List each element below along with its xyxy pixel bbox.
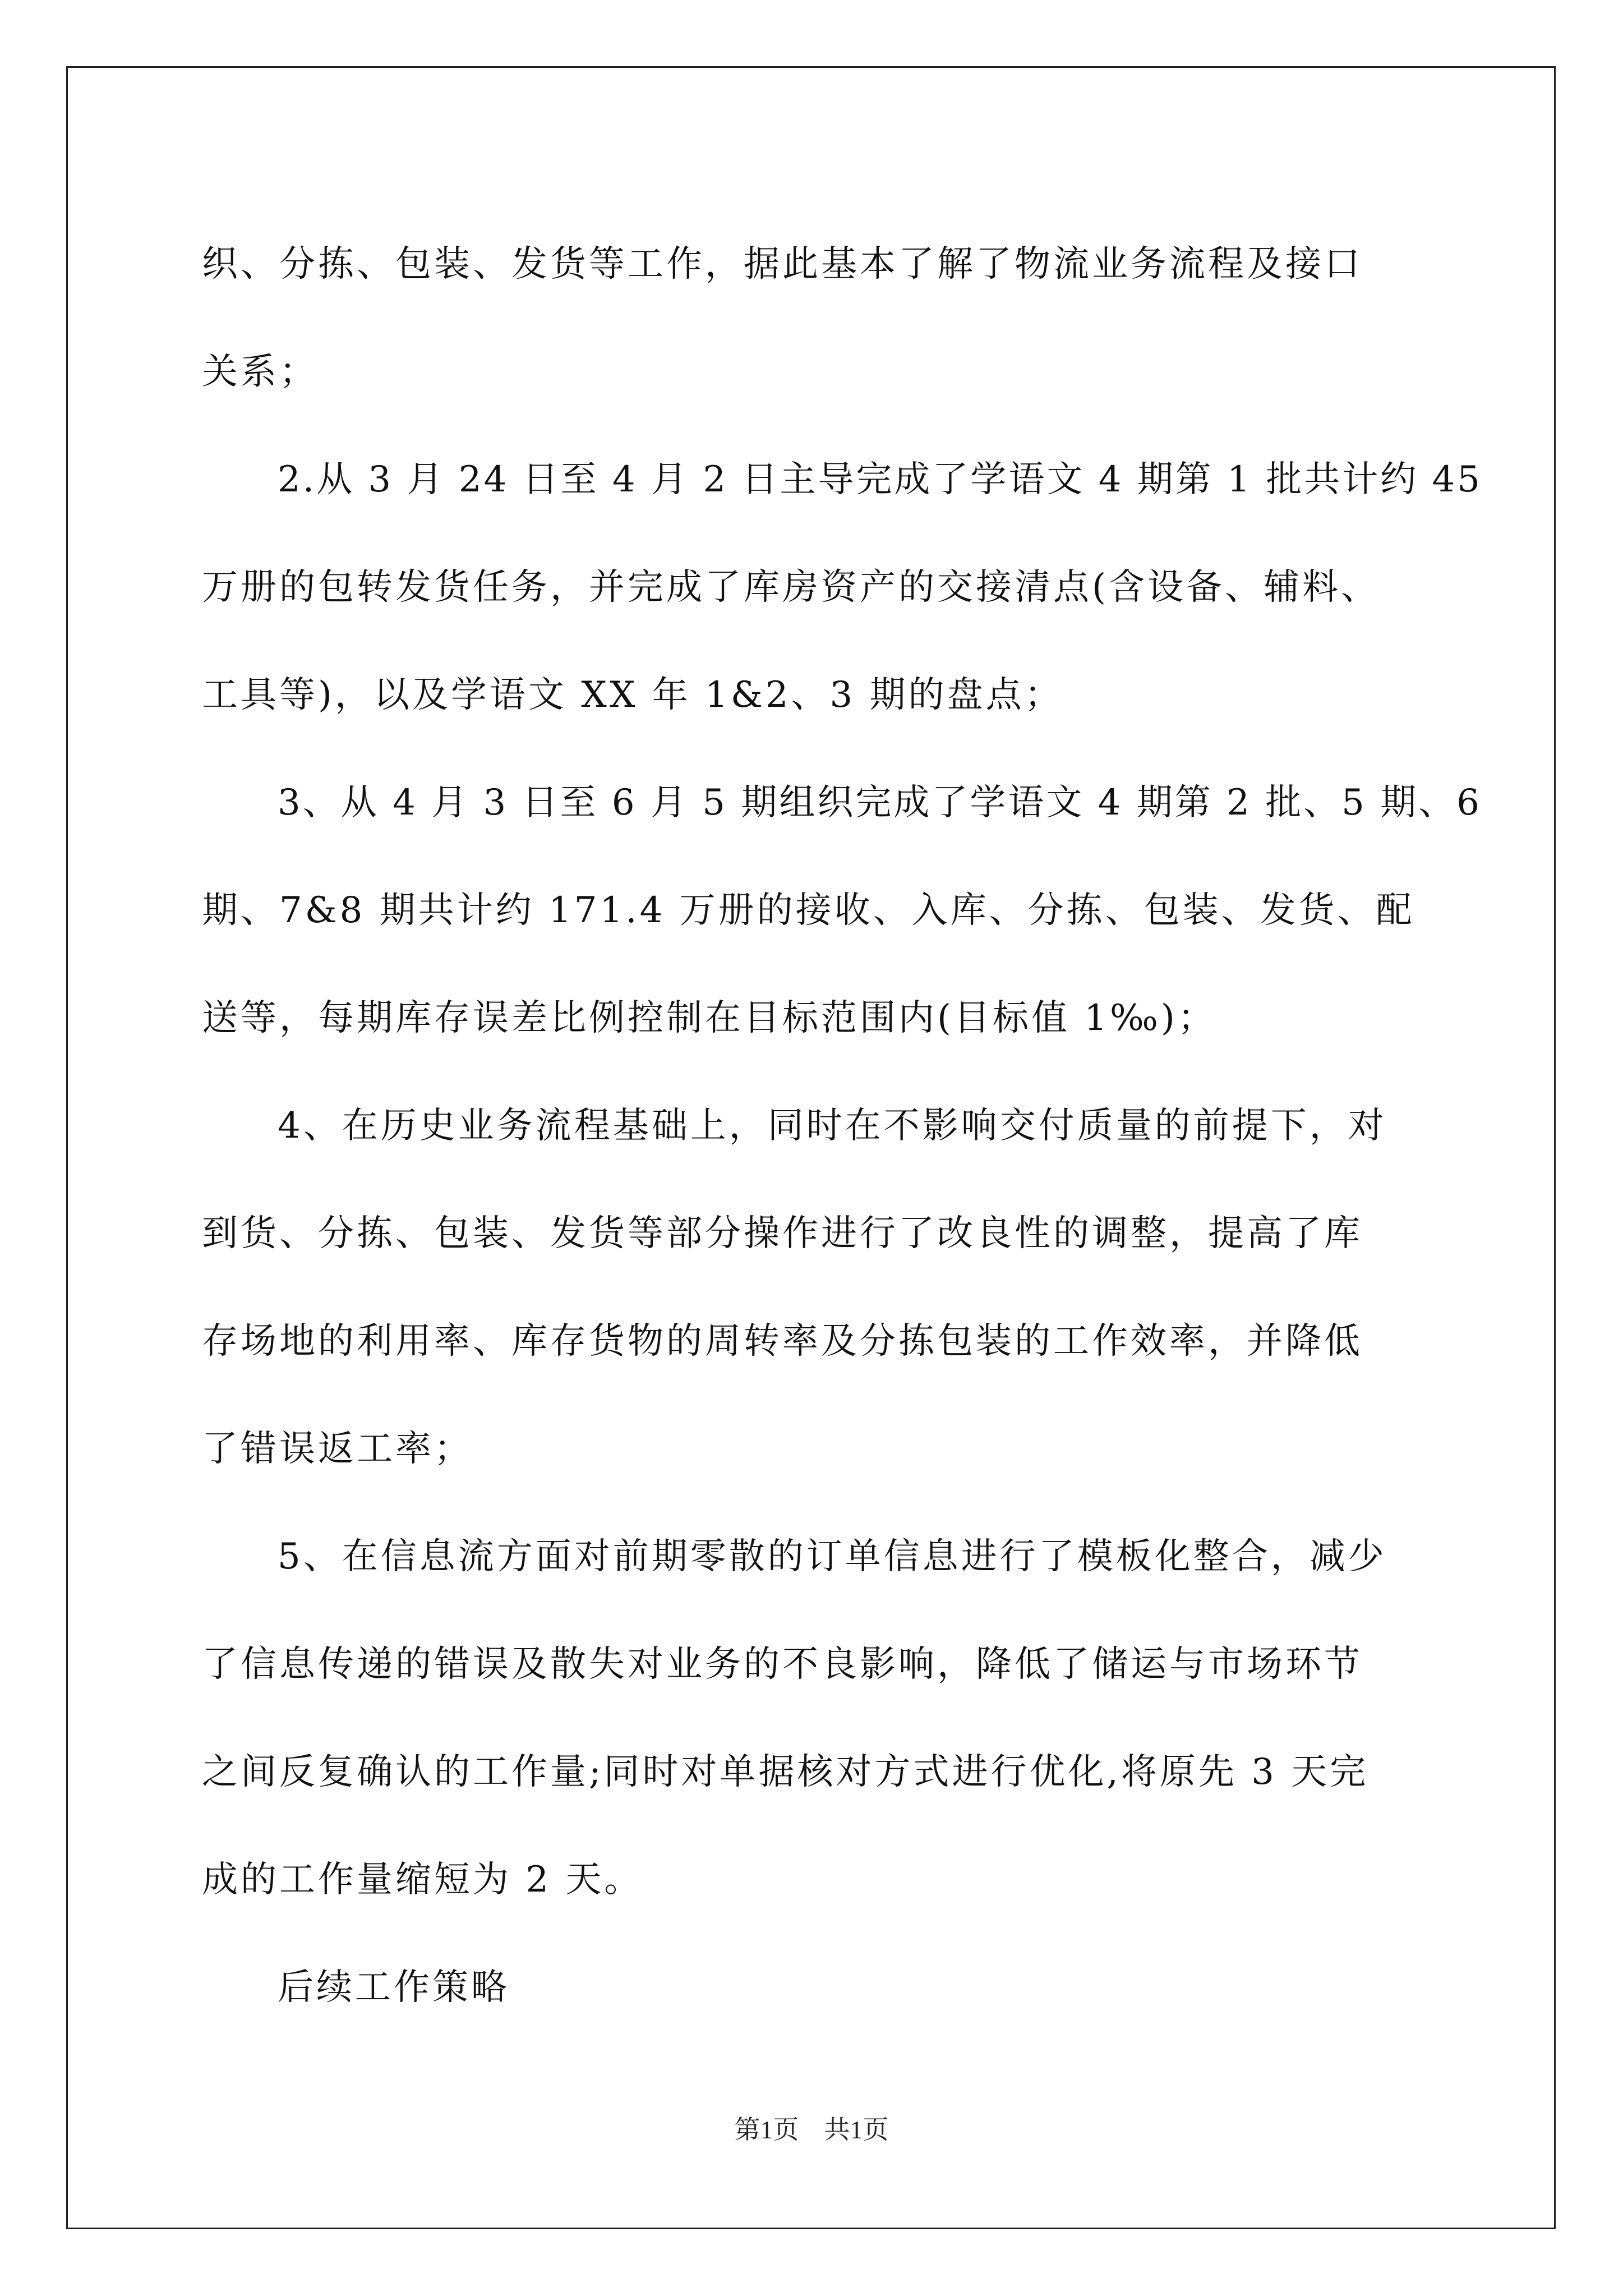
text-line: 3、从 4 月 3 日至 6 月 5 期组织完成了学语文 4 期第 2 批、5 期、6 [278, 782, 1482, 823]
text-line: 工具等)，以及学语文 XX 年 1&2、3 期的盘点； [202, 674, 1063, 716]
text-line: 存场地的利用率、库存货物的周转率及分拣包装的工作效率，并降低 [202, 1320, 1363, 1362]
text-line: 4、在历史业务流程基础上，同时在不影响交付质量的前提下，对 [278, 1105, 1387, 1147]
text-line: 到货、分拣、包装、发货等部分操作进行了改良性的调整，提高了库 [202, 1213, 1363, 1254]
text-line: 万册的包转发货任务，并完成了库房资产的交接清点(含设备、辅料、 [202, 567, 1380, 608]
text-line: 之间反复确认的工作量;同时对单据核对方式进行优化,将原先 3 天完 [202, 1751, 1369, 1793]
page-number: 第1页 [734, 2115, 799, 2144]
document-body [202, 210, 1483, 2041]
text-line: 织、分拣、包装、发货等工作，据此基本了解了物流业务流程及接口 [202, 243, 1363, 285]
section-heading: 后续工作策略 [278, 1967, 510, 2008]
text-line: 2.从 3 月 24 日至 4 月 2 日主导完成了学语文 4 期第 1 批共计约 45 [278, 459, 1482, 500]
text-line: 期、7&8 期共计约 171.4 万册的接收、入库、分拣、包装、发货、配 [202, 890, 1415, 931]
text-line: 关系； [202, 351, 318, 393]
text-line: 成的工作量缩短为 2 天。 [202, 1859, 643, 1901]
text-line: 了错误返工率； [202, 1428, 473, 1470]
page-footer [0, 2109, 1623, 2146]
text-line: 了信息传递的错误及散失对业务的不良影响，降低了储运与市场环节 [202, 1644, 1363, 1685]
text-line: 5、在信息流方面对前期零散的订单信息进行了模板化整合，减少 [278, 1536, 1387, 1577]
text-line: 送等，每期库存误差比例控制在目标范围内(目标值 1‰)； [202, 997, 1216, 1039]
page-total: 共1页 [824, 2115, 889, 2144]
